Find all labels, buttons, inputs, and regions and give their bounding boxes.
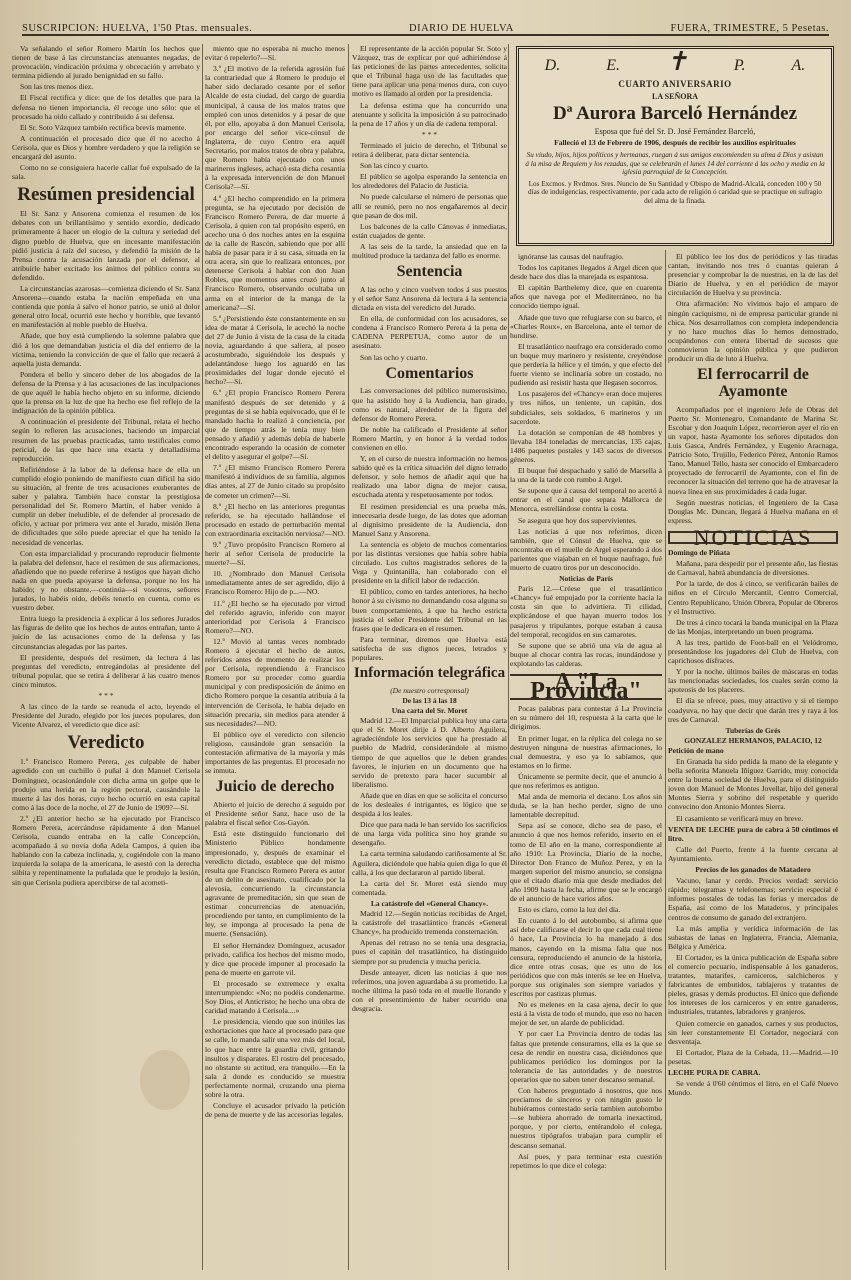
section-heading-sentencia: Sentencia xyxy=(396,263,463,281)
paragraph: Madrid 12.—Según noticias recibidas de Argel, la catástrofe del trasatlántico francés «General Chancy», ha producido tremenda consternación. xyxy=(352,909,507,937)
paragraph: El público, como en tardes anteriores, ha hecho honor á su civismo no demandando cosa alguna su buen comportamiento, á que ha hecho estricta justicia el señor Presidente del Tribunal en las frases que le dedicara en el resumen. xyxy=(352,587,507,633)
paragraph: 4.º ¿El hecho comprendido en la primera pregunta, se ha ejecutado por decisión de Francisco Romero Perera, de dar muerte á Cerisola, á quien con tal propósito esperó, en acecho una ó dos noches antes en la esquina de la calle de Rascón, sabiendo que por allí había de pasar para ir á su casa, situada en la otra acera, sin que lo realizara entonces, por detenerse Cerisola á hablar con don Juan Robles, que momentos antes cruzó junto al Francisco Romero, observando ocultaba un arma en el interior de la manga de la americana?—Sí. xyxy=(205,193,345,312)
ad-tuberias-address: GONZALEZ HERMANOS, PALACIO, 12 xyxy=(684,735,822,745)
paragraph: Y por la noche, últimos bailes de máscaras en todas las mencionadas sociedades, los cuales serán como la apoteosis de los placeres. xyxy=(668,667,838,695)
cross-icon: ✝ xyxy=(666,47,688,76)
subheading-peticion: Petición de mano xyxy=(668,745,724,755)
paragraph: Se vende á 0'60 céntimos el litro, en el Café Nuevo Mundo. xyxy=(668,1079,838,1098)
paragraph: Sepa así se conoce, dicho sea de paso, el anuncio á que nos hemos referido, inserto en el tomo de El año en la mano, correspondiente al año 1910: La Provincia, Diario de la noche, Director Don Franco de Muñoz Perez, y en la margen superior del mismo anuncio, se consigna que el citado diario mía que desde mediados del año 1909 hasta la fecha, afirme que se le encargó de el anuncio de hace varios años. xyxy=(510,821,662,904)
paragraph: Mal anda de memoria el decano. Los años sin duda, se la han hecho perder, signo de uno lamentable decrepitud. xyxy=(510,792,662,820)
paragraph: Para terminar, diremos que Huelva está satisfecha de sus dignos jueces, letrados y populares. xyxy=(352,634,507,663)
paragraph: Va señalando el señor Romero Martín los hechos que tienen de base á las circunstancias atenuantes negadas, de provocación, vindicación próxima y obcecación y arrebato y termina pidiendo al jurado benignidad en su fallo. xyxy=(12,44,200,81)
paragraph: Se asegura que hoy dos supervivientes. xyxy=(518,515,637,525)
paragraph: Por la tarde, de dos á cinco, se verificarán bailes de niños en el Círculo Mercantil, Centro Comercial, Centro Republicano, Unión Obrera, Popular de Obreros y el Instructivo. xyxy=(668,579,838,616)
paragraph: Refiriéndose á la labor de la defensa hace de ella un cumplido elogio poniendo de manifiesto cuan difícil ha sido su situación, al frente de tres acusaciones exuberantes de saber y palabra. También hace constar la prestigiosa personalidad del Sr. Romero Martín, el haber venido á cumplir un deber ineludible, el de defender al procesado de oficio, y actuar por primera vez ante el Jurado, misión llena de dificultades que sólo puede apreciar el que ha tenido la necesidad de vencerlas. xyxy=(12,464,200,547)
paragraph: En primer lugar, en la réplica del colega no se destruyen ninguna de nuestras afirmaciones, lo cual demuestra, y eso ya lo sabíamos, que estamos en lo firme. xyxy=(510,733,662,770)
paragraph: De noble ha calificado el Presidente al señor Romero Martín, y en honor á la verdad todos convienen en ello. xyxy=(352,424,507,452)
obituary-name: Dª Aurora Barceló Hernández xyxy=(552,103,798,124)
paragraph: Calle del Puerto, frente á la fuente cercana al Ayuntamiento. xyxy=(668,844,838,863)
subheading-precios-ganados: Precios de los ganados de Matadero xyxy=(695,865,811,875)
paragraph: Le presidencia, viendo que son inútiles las exhortaciones que hace al procesado para que se calle, lo manda salir una vez más del local, lo que hace entre la guardia civil, gritando insultos y disparates. El rostro del procesado, no obstante su actitud, era tranquilo.—En la sala á donde es conducido se muestra perfectamente normal, cruzando una pierna sobre la otra. xyxy=(205,1017,345,1100)
headline-la-provincia: A "La Provincia" xyxy=(510,674,662,700)
section-heading-juicio: Juicio de derecho xyxy=(215,778,335,796)
paragraph: Las conversaciones del público numerosísimo, que ha asistido hoy á la Audiencia, han girado, como es natural, alrededor de la figura del defensor de Romero Perera. xyxy=(352,386,507,423)
paragraph: Son las ocho y cuarto. xyxy=(360,352,428,362)
subheading-paris: Noticias de París xyxy=(559,574,613,584)
paragraph: El público se agolpa esperando la sentencia en los alrededores del Palacio de Justicia. xyxy=(352,172,507,191)
section-heading-noticias: NOTICIAS xyxy=(668,531,838,544)
obituary-request: Su viudo, hijos, hijos políticos y hermanas, ruegan á sus amigos encomienden su alma á Dios y asistan á la misa de Requiem y los rezadas, que se celebrarán el lunes 14 del corriente á las ocho y media en la iglesia parroquial de la Concepción. xyxy=(525,151,825,177)
paragraph: Según nuestras noticias, el Ingeniero de la Casa Douglas Mc. Duncan, llegará á Huelva mañana en el express. xyxy=(668,497,838,525)
paragraph: Las noticias á que nos referimos, dicen también, que el Cónsul de Huelva, que se encontraba en el muelle de Argel esperando á dos parientes que viajaban en el buque naufrago, fué muerto de cuatro tiros por un desconocido. xyxy=(510,526,662,572)
paragraph: Los pasajeros del «Chancy» eran doce mujeres y tres niños, un teniente, un capitán, dos subdiciales, seis soldados, 6 marineros y un sacerdote. xyxy=(510,389,662,426)
obituary-death-date: Falleció el 13 de Febrero de 1906, después de recibir los auxilios espirituales xyxy=(554,138,796,147)
paragraph: París 12.—Créese que el trasatlántico «Chancy» fué empujado por la corriente hacia la costa sin que lo advirtiera. Ti cilidad, explicándose el que hayan muerto todos los pasajeros y tripulantes, porque estaban á causa del temporal, recogidos en sus camarotes. xyxy=(510,584,662,639)
section-heading-ferrocarril: El ferrocarril de Ayamonte xyxy=(697,366,809,400)
separator-stars: * * * xyxy=(98,691,114,701)
paragraph: El casamiento se verificará muy en breve. xyxy=(676,813,804,823)
masthead xyxy=(22,12,829,36)
paragraph: El Sr. Soto Vázquez también rectifica brevís mamente. xyxy=(20,122,187,132)
paragraph: A las cinco de la tarde se reanuda el acto, leyendo el Presidente del Jurado, elegido por los jueces populares, don Vicente Alvarez, el veredicto que dice así: xyxy=(12,702,200,730)
paragraph: De tres á cinco tocará la banda municipal en la Plaza de las Monjas, interpretando un buen programa. xyxy=(668,617,838,636)
paragraph: Únicamente se permite decir, que el anuncio á que nos referimos es antiguo. xyxy=(510,771,662,790)
paragraph: Abierto el juicio de derecho á seguido por el Presidente señor Sanz, hace uso de la palabra el fiscal señor Cos-Gayón. xyxy=(205,800,345,828)
paragraph: Desde anteayer, dicen las noticias á que nos referimos, una joven aguardaba á su prometido. La noche última la pasó toda en el muelle llorando y con el presentimiento de haber ocurrido una desgracia. xyxy=(352,967,507,1013)
paragraph: A las seis de la tarde, la ansiedad que en la multitud produce la tardanza del fallo es enorme. xyxy=(352,241,507,260)
paragraph: Esto es claro, como la luz del día. xyxy=(518,905,621,915)
paragraph: Y, en el curso de nuestra información no hemos sabido qué es la crítica situación del digno letrado defensor, y solo hemos de añadir aquí que ha realizado una labor digna de mejor causa, escuchada atenta y respetuosamente por todos. xyxy=(352,454,507,500)
initial-d: D. xyxy=(544,57,561,74)
paragraph: El presidente, después del resúmen, da lectura á las preguntas del veredicto, entregándolas al presidente del tribunal popular, que se retira á deliberar á las cuatro menos cinco minutos. xyxy=(12,652,200,689)
paragraph: Otra afirmación: No vivimos bajo el amparo de ningún caciquismo, ni de empresa particular grande ni chica. Nos desarrollamos con completa independencia y no hace muchos días lo hemos demostrado, ocupándonos con entera libertad de sucesos que conmovieron la opinión pública y que pudieron producir un día de luto á Huelva. xyxy=(668,299,838,364)
paragraph: La dotación se componían de 48 hombres y llevaba 184 toneladas de mercancías, 135 cajas, 1486 paquetes postales y 143 sacos de diversos géneros. xyxy=(510,427,662,464)
paragraph: Está este distinguido funcionario del Ministerio Público hondamente impresionado, y, después de examinar el veredicto dictado, establece que del mismo resulta que Francisco Romero Perera es autor de un delito de asesinato, cualificado por la alevosía, concurriendo la circunstancia agravante de premeditación, sin que sean de estimar concurrencias de atenuación, procediendo por tanto, en cumplimiento de la ley, se imponga al procesado la pena de muerte. (Sensación). xyxy=(205,829,345,939)
obituary-anniversary: CUARTO ANIVERSARIO xyxy=(618,79,732,89)
paper-stain xyxy=(380,60,440,100)
paragraph: La sentencia es objeto de muchos comentarios por las distintas versiones que había sobre había circulado. Los cultos magistrados señores de la Vega y Quintanilla, han colaborado con el presidente en la difícil labor de redacción. xyxy=(352,539,507,586)
obituary-notice xyxy=(516,46,834,246)
subheading-chancy: La catástrofe del «General Chancy». xyxy=(370,898,489,908)
section-heading-telegrafica: Información telegráfica xyxy=(353,665,506,682)
paragraph: Los balcones de la calle Cánovas é inmediatas, están cuajados de gente. xyxy=(352,221,507,240)
paragraph: En cuanto á lo del autobombo, si afirma que así debe calificarse el decir lo que cada cual tiene ó hace, La Provincia lo ha manejado á dos manos, cayendo en la misma falta que nos censura, reproduciendo el anuncio de la historia, dice entre otras cosas, que es uno de los periódicos que con más interés se lee en Huelva, porque sus originales son siempre variados y escritos por castizas plumas. xyxy=(510,916,662,999)
separator-stars: * * * xyxy=(421,129,438,139)
paragraph: Todos los capitanes llegados á Argel dicen que desde hace dos días la marejada es espantosa. xyxy=(510,263,662,282)
paragraph: La defensa estima que ha concurrido una atenuante y solicita la imposición á su patrocinado la pena de 17 años y un día de cadena temporal. xyxy=(352,100,507,128)
paragraph: Madrid 12.—El Imparcial publica hoy una carta que el Sr. Moret dirije á D. Alberto Aguilera, agradeciéndole los servicios que ha prestado al pueblo de Madrid, considerándole al mismo tiempo de que aquellos que le deben grandes favores, le injurien en un documento que ha servido de pretexto para hacer sucumbir al liberalismo. xyxy=(352,716,507,789)
paragraph: Añade, que hoy está cumpliendo la solemne palabra que dió á los que demandaban justicia el día del entierro de la víctima, teniendo la convicción de que el fallo que recaerá á aquella justa demanda. xyxy=(12,331,200,368)
obituary-title: LA SEÑORA xyxy=(651,92,698,101)
paragraph: La carta del Sr. Moret está siendo muy comentada. xyxy=(352,878,507,897)
subheading-hours: De las 13 á las 18 xyxy=(402,695,457,705)
column-rule xyxy=(665,250,666,1270)
subheading-correspondent: (De nuestro corresponsal) xyxy=(390,685,469,695)
paragraph: 7.º ¿El mismo Francisco Romero Perera manifestó á individuos de su familia, algunos días antes, al 27 de Junio citado su propósito de cometer un crimen?—Sí. xyxy=(205,463,345,500)
paragraph: Vacuno, lanar y cerdo. Precios verdad: servicio rápido; telegramas y telefonemas; servicio especial é informes postales de todas las ferias y mercados de España, así como de los Mataderos, y principales centros de consumo de ganado del extranjero. xyxy=(668,876,838,922)
paragraph: 3.º ¿El motivo de la referida agresión fué la contrariedad que á Romero le produjo el haber sido declarado cesante por el señor Alcalde de esta ciudad, del cargo de guardia municipal, á causa de los malos tratos que empleó con unos detenidos y á pesar de que él, por ello, apoyaba á don Manuel Cerisola, por encargo del señor vice-cónsul de Inglaterra, de cuyo Centro era aquél Secretario, por malos tratos de obra y palabra, que Romero había ejecutado con unos marineros ingleses, achacó esta dicha cesantía á la expresada intervención de don Manuel Cerisola?—Sí. xyxy=(205,64,345,192)
paragraph: El Cortador, Plaza de la Cebada, 11.—Madrid.—10 pesetas. xyxy=(668,1047,838,1066)
paragraph: 1.º Francisco Romero Perera, ¿es culpable de haber agredido con un cuchillo ó puñal á don Manuel Cerisola Domínguez, ocasionándole con dicha arma un golpe que le produjo una herida en la región pectoral, causándole la muerte á las dos horas, cuyo hecho ocurrió en esta capital como á las doce de la noche, el 27 de Junio de 1909?—Sí. xyxy=(12,757,200,812)
paragraph: En Granada ha sido pedida la mano de la elegante y bella señorita Manuela Iñiguez Garrido, muy conocida entre la buena sociedad de Huelva, para el distinguido joven don Manuel de Montes Jovellar, hijo del general Montes Sierra y sobrino del respetable y querido convecino don Antonio Montes Sierra. xyxy=(668,757,838,812)
column-rule xyxy=(348,44,349,1270)
paragraph: Mañana, para despedir por el presente año, las fiestas de Carnaval, habrá abundancia de diversiones. xyxy=(668,559,838,578)
paragraph: 12.º Movió al tantas veces nombrado Romero á ejecutar el hecho de autos, referidos antes de momento de realizar los por Cerisola, reprendiendo á Francisco Romero por su proceder como guardia municipal y con predisposición de ánimo en dicho Romero porque la cesantía atribuía á la intervención de Cerisola, le había dejado en situación precaria, sin medios para atender á sus necesidades?—NO. xyxy=(205,636,345,728)
paragraph: Y por caer La Provincia dentro de todas las faltas que pretende censurarnos, ella es la que se cesa de rendir en nuestra casa, diciéndonos que publicamos periódico los domingos por la tolerancia de las autoridades y de nuestros operarios que no saben tener descanso semanal. xyxy=(510,1029,662,1084)
paragraph: A las ocho y cinco vuelven todos á sus puestos y el señor Sanz Ansorena dá lectura á la sentencia dictada en vista del veredicto del Jurado. xyxy=(352,284,507,313)
paragraph: Terminado el juicio de derecho, el Tribunal se retira á deliberar, para dictar sentencia. xyxy=(352,140,507,160)
masthead-subscription-local: SUSCRIPCION: HUELVA, 1'50 Ptas. mensuales. xyxy=(22,23,253,34)
initial-p: P. xyxy=(733,57,746,74)
paragraph: 6.º ¿El propio Francisco Romero Perera manifestó después de ser detenido y á preguntas de si se había equivocado, que él le mandado hacha lo realizó á conciencia, por que de tiempo atrás le tenía muy bien pensado y añadió y además debía de haberle encontrado esperando la ocasión de cometer el delito y asegurar el golpe?—Sí. xyxy=(205,388,345,462)
column-2 xyxy=(205,44,345,1270)
paragraph: La más amplia y verídica información de las subastas de lanas en Inglaterra, Francia, Alemania, Bélgica y América. xyxy=(668,923,838,951)
section-heading-comentarios: Comentarios xyxy=(385,364,474,382)
paragraph: 9.º ¿Tuvo propósito Francisco Romero al herir al señor Cerisola de producirle la muerte?—Sí. xyxy=(205,539,345,568)
paragraph: Pocas palabras para contestar á La Provincia en su número del 10, respuesta á la carta que le dirigimos. xyxy=(510,704,662,732)
paragraph: La circunstancias azarosas—comienza diciendo el Sr. Sanz Ansorena—cuando estaba la nación empeñada en una contienda que ponía á salvo el honor patrio, se unió al dolor general otro local, ocurrió este hecho y horrible, que levantó en manifestación al noble pueblo de Huelva. xyxy=(12,284,200,330)
paragraph: La carta termina saludando cariñosamente al Sr. Aguilera, diciéndole que había quien diga lo que él calla, á los que declararon al partido liberal. xyxy=(352,849,507,877)
paragraph: El público oye el veredicto con silencio religioso, causándole gran sensación la contestación afirmativa de la mayoría y más importantes de las preguntas. El procesado no se inmuta. xyxy=(205,729,345,776)
column-4 xyxy=(510,252,662,1270)
paragraph: El Sr. Sanz y Ansorena comienza el resumen de los debates con un brillantísimo y sentido exordio, dedicado primeramente á hacer un elogio de la cultura y seriedad del digno pueblo de Huelva, que en incesante manifestación pidió justicia á raíz del suceso, y defendió la misión de la Prensa contra la acusación lanzada por el defensor, al atribuirle haber excitado los ánimos del público contra su defendido. xyxy=(12,209,200,282)
paragraph: Como no se consiguiera hacerle callar fué expulsado de la sala. xyxy=(12,163,200,182)
paragraph: Se supone que á causa del temporal no acertó á entrar en el canal que separa Mallorca de Menorca, estrellándose contra la costa. xyxy=(510,486,662,514)
paragraph: 10. ¿Nombrado don Manuel Cerisola inmediatamente antes de ser agredido, dijo á Francisco Romero: Hijo de p...—NO. xyxy=(205,569,345,597)
section-heading-resumen: Resúmen presidencial xyxy=(17,184,195,206)
paragraph: El resúmen presidencial es una prueba más, innecesaria desde luego, de las dotes que adornan al dignísimo presidente de la Audiencia, don Manuel Sanz y Ansorena. xyxy=(352,501,507,538)
paragraph: Entra luego la presidencia á explicar á los señores Jurados las figuras de delito que los hechos de autos entrañan, tanto á juicio de las acusaciones como de la defensa y las circunstancias alegadas por las partes. xyxy=(12,614,200,651)
paragraph: Dice que para nada le han servido los sacrificios de una larga vida política sino hoy grande su desengaño. xyxy=(352,820,507,848)
paragraph: El público lee los dos de periódicos y las tiradas cantan, invitando nos tres ó cuantas quieran á presenciar y comprobar la de nuestras, en la de las del Diario de Huelva, y en el periódico de mayor circulación de Huelva y su provincia. xyxy=(668,252,838,298)
initial-a: A. xyxy=(791,57,806,74)
column-5 xyxy=(668,252,838,1270)
paragraph: A continuación el presidente del Tribunal, relata el hecho según lo refieren las acusaciones, haciendo un imparcial resumen de las pruebas practicadas, tanto testificales como pericial, de las que hace una exacta y detalladísima reproducción. xyxy=(12,417,200,463)
paragraph: Concluye el acusador privado la petición de pena de muerte y de las accesorias legales. xyxy=(205,1101,345,1120)
ad-leche-pura: LECHE PURA DE CABRA. xyxy=(668,1068,761,1077)
paragraph: Acompañados por el ingeniero Jefe de Obras del Puerto Sr. Montenegro, Comandante de Marina Sr. Escobar y don Joaquín López, recorrieron ayer el río en un vapor, hasta Ayamonte los señores diputados don Luis Gasca, Andrés Fernández, y Eugenio Aracnaga, Patricio Soto, Trujillo, Federico Pérez, Antonio Ramos Tano, Manuel Tello, hasta ser conocido el Embarcadero proyectado de ferrocarril de Ayamonte, con el fin de reconocer la situación del terreno que ha de atravesar la nueva línea en sus proximidades á cada lugar. xyxy=(668,404,838,496)
paragraph: No puede calcularse el número de personas que allí se reunió, pero no nos engañaremos al decir que pasan de dos mil. xyxy=(352,192,507,220)
paragraph: ignóranse las causas del naufragio. xyxy=(518,252,624,261)
paragraph: Son las tres menos diez. xyxy=(20,82,94,92)
obituary-spouse: Esposa que fué del Sr. D. José Fernández Barceló, xyxy=(594,127,756,136)
paragraph: Pondera el bello y sincero deber de los abogados de la defensa de la Prensa y á las acusaciones de las inculpaciones de que aquél le había hecho objeto en su informe, diciendo que la prensa en la luz de que ha hecho ese fiel reflejo de la indignación de la opinión pública. xyxy=(12,369,200,416)
paragraph: Con haberos preguntado á nosotros, que nos preciamos de sinceros y con ningún gusto le hubiéramos contestado sería tambien autobombo—se hubiera ahorrado de tomarla inexactitud, porque, y por cierto, entérandolo el colega, nuestros tipógrafos trabajan para cumplir el descanso semanal. xyxy=(510,1085,662,1150)
paragraph: Quien comercie en ganados, carnes y sus productos, sin leer constantemente El Cortador, negociará con desventaja. xyxy=(668,1018,838,1046)
paragraph: 11.º ¿El hecho se ha ejecutado por virtud del referido agravio, inferido con mayor anterioridad por Cerisola á Francisco Romero?—NO. xyxy=(205,598,345,635)
paragraph: El capitán Barthelemy dice, que en cuarenta años que navega por el Mediterráneo, no ha conocido tiempo igual. xyxy=(510,283,662,311)
paper-stain xyxy=(140,1050,190,1110)
paragraph: El representante de la acción popular Sr. Soto y Vázquez, tras de explicar por qué adhiriéndose á las peticiones de las partes antecedentes, solicita que el Tribunal haga uso de las facultades que tiene para aplicar una pena menos dura, con cuyo motivo es llamado al orden por la presidencia. xyxy=(352,44,507,99)
paragraph: Así pues, y para terminar esta cuestión repetimos lo que dice el colega: xyxy=(510,1151,662,1170)
masthead-subscription-outside: FUERA, TRIMESTRE, 5 Pesetas. xyxy=(670,23,829,34)
section-heading-veredicto: Veredicto xyxy=(67,732,145,754)
paragraph: En ella, de conformidad con los acusadores, se condena á Francisco Romero Perera á la pena de CADENA PERPETUA, como autor de un asesinato. xyxy=(352,314,507,351)
paragraph: El procesado se extremece y exalta interrumpiendo: «No; no podéis condenarme. Soy Dios, el Anticristo; he hecho una obra de caridad matando á Cerisola....» xyxy=(205,978,345,1016)
paragraph: No es melenes en la casa ajena, decir lo que está á la vista de todo el mundo, que eso no hacen mejor de ser, un alarde de publicidad. xyxy=(510,1000,662,1028)
initial-e: E. xyxy=(606,57,621,74)
paragraph: Se supone que se abrió una vía de agua al buque al chocar contra las rocas, inundándose y explotando las calderas. xyxy=(510,640,662,668)
paragraph: El Cortador, es la única publicación de España sobre el comercio pecuario, indispensable á los ganaderos, tratantes, matarifes, carniceros, salchicheros y fabricantes de embutidos, tablajeros y tratantes de pieles, grasas y demás productos. El único que defiende los intereses de los carniceros y en entre ganaderos, industriales, tratantes, labradores y granjeros. xyxy=(668,952,838,1017)
masthead-title: DIARIO DE HUELVA xyxy=(408,23,514,34)
obituary-indulgences: Los Excmos. y Rvdmos. Sres. Nuncio de Su Santidad y Obispo de Madrid-Alcalá, conceden 100 y 50 días de indulgencias, respectivamente, por cada acto de religión ó caridad que se practique en sufragio del alma de la finada. xyxy=(528,179,822,205)
subheading-carta-moret: Una carta del Sr. Moret xyxy=(391,706,468,716)
column-3 xyxy=(352,44,507,1270)
paragraph: Apenas del retraso no se tenía una desgracia, pues el capitán del trasatlántico, ha distinguido siempre por su prudencia y mucha pericia. xyxy=(352,938,507,966)
paragraph: miento que no esperaba ni mucho menos evitar ó repelerlo?—Sí. xyxy=(205,44,345,63)
paragraph: El trasatlántico naufrago era considerado como un buque muy marinero y resistente, creyéndose que perdería la hélice y el timón, y que efecto del fuerte viento se inclinaría sobre un costado, no pudiendo así resistir hasta que llegasen socorros. xyxy=(510,341,662,388)
paragraph: El Fiscal rectifica y dice: que de los detalles que para la defensa no tienen importancia, él recoge uno sólo: que el procesado ha oido callado y contribuido á su defensa. xyxy=(12,93,200,121)
ad-tuberias-title: Tuberías de Grés xyxy=(725,725,781,735)
paragraph: El día se ofrece, pues, muy atractivo y si el tiempo coadyuva, no hay que decir que darán tres y raya á los tres de Carnaval. xyxy=(668,696,838,724)
paragraph: Añade que en días en que se solicita el concurso de los desleales é intrigantes, es lógico que se despida á los leales. xyxy=(352,790,507,819)
ad-venta-leche: VENTA DE LECHE pura de cabra á 50 céntimos el litro. xyxy=(668,824,838,843)
obituary-initials xyxy=(525,47,825,76)
paragraph: 5.º ¿Persistiendo éste constantemente en su idea de matar á Cerisola, le acechó la noche del 27 de Junio á vista de la casa de la citada novia, aguardando á que saliera, al poseo acostumbrado, siguiéndole los después y adelantándose luego los aguardó en las proximidades del lugar donde ejecutó el hecho?—Sí. xyxy=(205,313,345,387)
paragraph: El señor Hernández Domínguez, acusador privado, califica los hechos del mismo modo, y dice que procede imponer al procesado la pena de muerte en garrote vil. xyxy=(205,940,345,977)
paragraph: A las tres, partido de Foot-ball en el Velódromo, presentándose los jugadores del Club de Huelva, con caprichosos disfraces. xyxy=(668,637,838,666)
paragraph: El buque fué despachado y salió de Marsella á la una de la tarde con rumbo á Argel. xyxy=(510,466,662,485)
paragraph: 8.º ¿El hecho en las anteriores preguntas referido, se ha ejecutado hallándose el procesado en estado de perturbación mental con extraordinaria excitación nerviosa?—NO. xyxy=(205,501,345,538)
column-rule xyxy=(202,44,203,1270)
paragraph: Con esta imparcialidad y procurando reproducir fielmente la palabra del defensor, hace el resúmen de sus afirmaciones, añadiendo que no puede referirse á testigos que hayan dicho nada en que pueda apoyarse la defensa, porque no los ha habido; y no obstante,—continúa—si vosotros, señores jurados, lo habéis oido, debéis tenerlo en cuenta, como es vuestro deber. xyxy=(12,548,200,613)
paragraph: Son las cinco y cuarto. xyxy=(360,161,429,171)
column-rule xyxy=(508,44,509,1270)
paragraph: A continuación el procesado dice que él no acecho á Cerisola, que es Dios y hombre verdadero y que la religión se encargará del asunto. xyxy=(12,133,200,162)
paragraph: 2.º ¿El anterior hecho se ha ejecutado por Francisco Romero Perera, acercándose rápidamente á don Manuel Cerisola, cuando entraba en la calle Concepción, acompañado á su novia doña Adela Campos, á quien iba hablando con la cabeza inclinada, y, cogiéndole con la mano izquierda la solapa de la americana, le asestó con la derecha súbita y repentinamente la puñalada que le produjo la lesión, sin que Cerisola pudiera apercibirse de tal acometi- xyxy=(12,813,200,887)
subheading-pinata: Domingo de Piñata xyxy=(668,548,731,558)
paragraph: Añade que tuvo que refugiarse con su barco, el «Charles Roux», en Barcelona, ante el temor de hundirse. xyxy=(510,312,662,340)
